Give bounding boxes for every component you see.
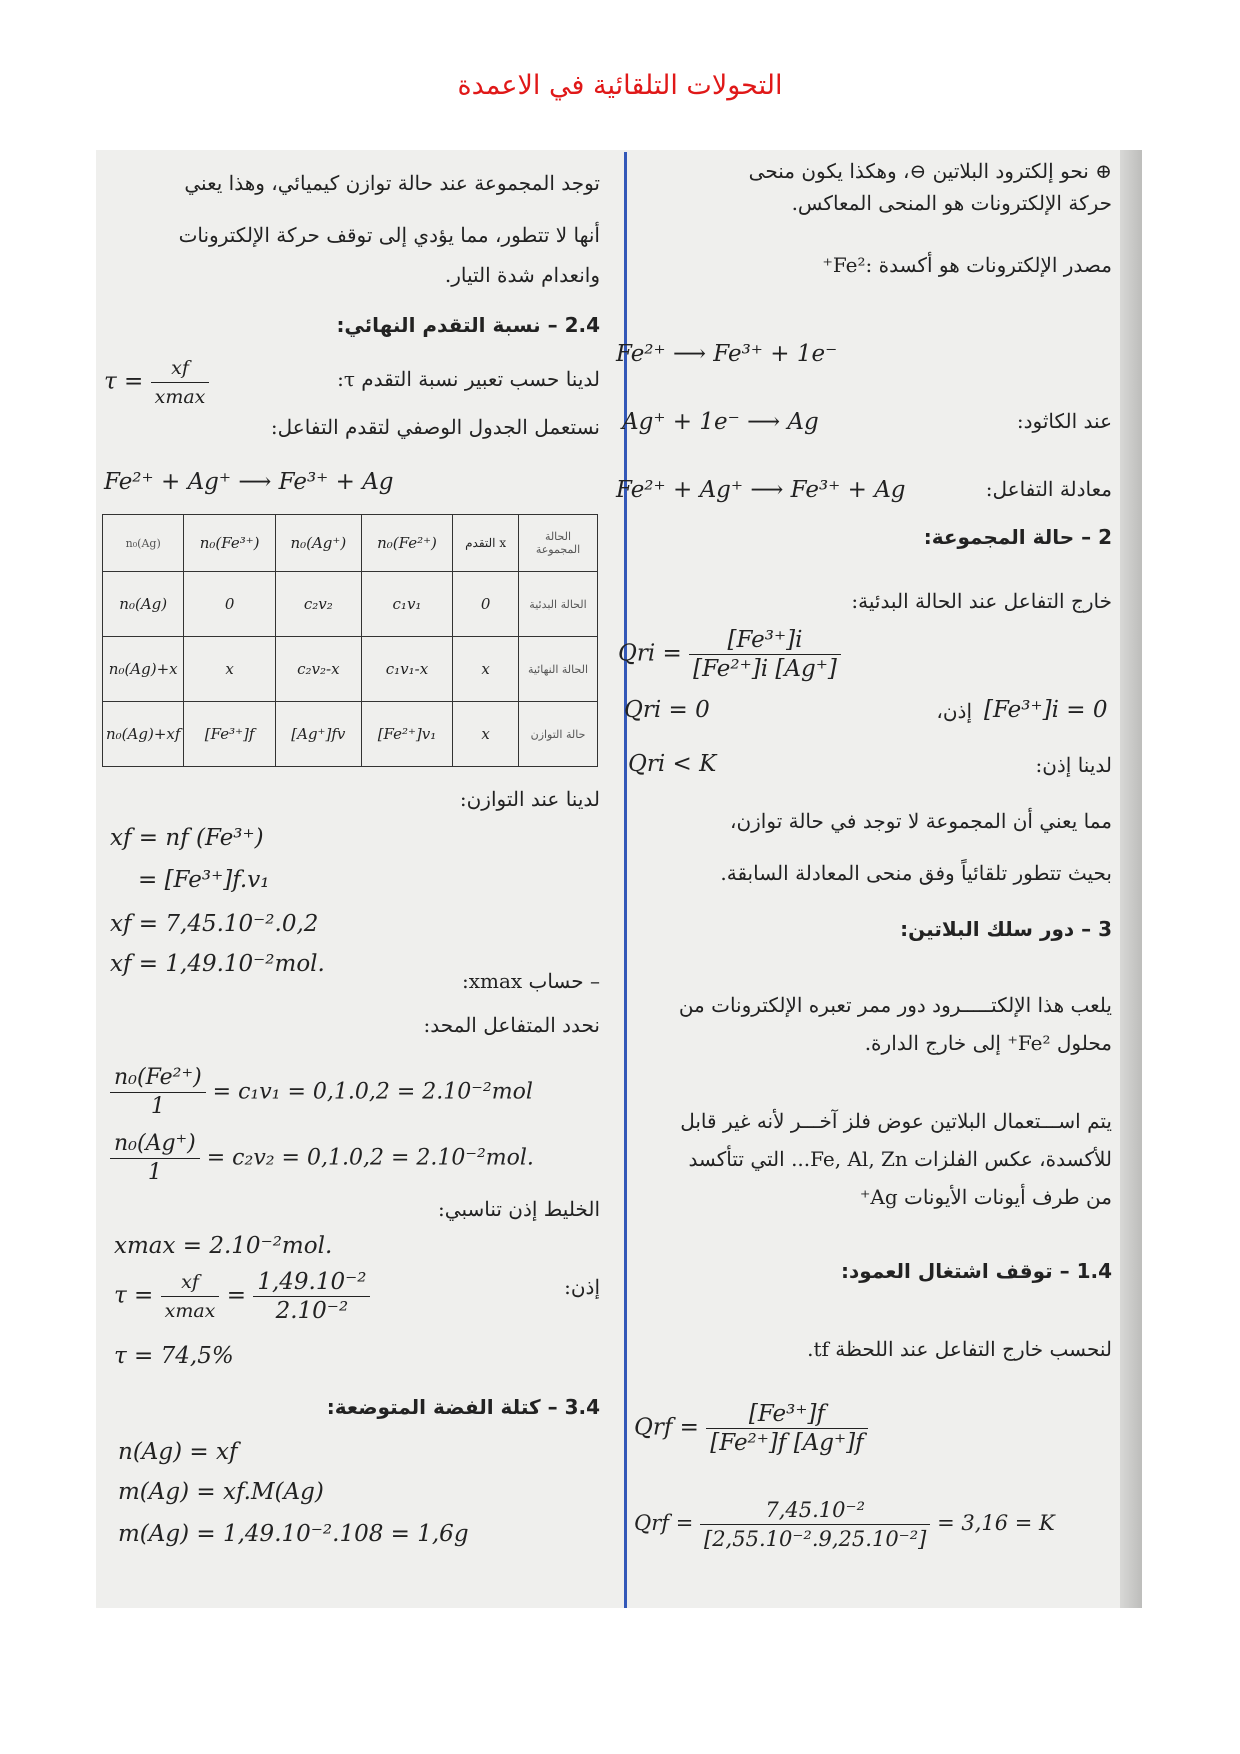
- n-ag-formula: [110, 1130, 534, 1187]
- we-have-label: لدينا إذن:: [1035, 753, 1112, 777]
- fe3-initial-zero: [Fe³⁺]i = 0: [984, 697, 1108, 723]
- right-para-8: لنحسب خارج التفاعل عند اللحظة tf.: [807, 1337, 1112, 1361]
- section-1-4-heading: 1.4 – توقف اشتغال العمود:: [841, 1259, 1112, 1283]
- n-fe2-formula: [110, 1064, 533, 1121]
- qrf2-lhs: Qrf =: [634, 1511, 694, 1535]
- table-cell: n₀(Ag)+xf: [103, 702, 184, 767]
- table-cell: [Fe²⁺]v₁: [361, 702, 452, 767]
- qri-fraction: [689, 626, 841, 683]
- right-para-3: خارج التفاعل عند الحالة البدئية:: [851, 589, 1112, 613]
- section-3-4-heading: 3.4 – كتلة الفضة المتوضعة:: [326, 1395, 600, 1419]
- right-para-6b: محلول Fe²⁺ إلى خارج الدارة.: [864, 1031, 1112, 1055]
- left-para-1b: أنها لا تتطور، مما يؤدي إلى توقف حركة الإلكترونات: [178, 223, 600, 247]
- qri-formula: [618, 626, 841, 683]
- left-para-6: الخليط إذن تناسبي:: [438, 1197, 600, 1221]
- qri-less-than-k: Qri < K: [628, 751, 717, 777]
- qrf-denominator: [Fe²⁺]f [Ag⁺]f: [710, 1430, 864, 1456]
- n-ag-fraction: [110, 1130, 200, 1187]
- tau2-numerator-2: 1,49.10⁻²: [253, 1268, 370, 1297]
- qrf-numerator: [Fe³⁺]f: [706, 1400, 867, 1429]
- tau2-denominator-2: 2.10⁻²: [275, 1298, 349, 1324]
- n-fe2-denominator: 1: [150, 1094, 165, 1119]
- table-cell: x: [453, 702, 519, 767]
- mass-line-3: m(Ag) = 1,49.10⁻².108 = 1,6g: [118, 1521, 469, 1547]
- right-para-5: بحيث تتطور تلقائياً وفق منحى المعادلة السابقة.: [720, 861, 1112, 885]
- table-row: [103, 637, 598, 702]
- table-cell: 0: [453, 572, 519, 637]
- n-ag-numerator: n₀(Ag⁺): [110, 1130, 200, 1159]
- then-label-left: إذن:: [564, 1275, 600, 1299]
- table-cell: x: [184, 637, 275, 702]
- table-cell: c₁v₁: [361, 572, 452, 637]
- table-cell: c₂v₂-x: [275, 637, 361, 702]
- right-para-2: مصدر الإلكترونات هو أكسدة :Fe²⁺: [822, 253, 1112, 277]
- qri-lhs: Qri =: [618, 640, 682, 667]
- table-cell: [Ag⁺]fv: [275, 702, 361, 767]
- qrf-value-formula: [634, 1496, 1055, 1553]
- section-2-heading: 2 – حالة المجموعة:: [923, 525, 1112, 549]
- xf-line-3: xf = 7,45.10⁻².0,2: [110, 911, 319, 937]
- table-header-cell: n₀(Ag⁺): [275, 515, 361, 572]
- right-para-1b: حركة الإلكترونات هو المنحى المعاكس.: [791, 191, 1112, 215]
- tau2-fraction: [161, 1268, 220, 1325]
- cathode-label: عند الكاثود:: [1016, 409, 1112, 433]
- right-para-1: ⊕ نحو إلكترود البلاتين ⊖، وهكذا يكون منحى: [748, 159, 1112, 183]
- left-para-1: توجد المجموعة عند حالة توازن كيميائي، وهذا يعني: [184, 171, 600, 195]
- left-para-2: نستعمل الجدول الوصفي لتقدم التفاعل:: [270, 415, 600, 439]
- table-cell: [Fe³⁺]f: [184, 702, 275, 767]
- n-fe2-numerator: n₀(Fe²⁺): [110, 1064, 206, 1093]
- xf-line-2: = [Fe³⁺]f.v₁: [138, 867, 270, 893]
- scan-edge-shadow: [1120, 150, 1142, 1608]
- tau-formula: [104, 354, 209, 411]
- table-cell: الحالة البدئية: [519, 572, 598, 637]
- tau-numerator: xf: [151, 354, 210, 383]
- table-cell: n₀(Ag)+x: [103, 637, 184, 702]
- right-para-7c: من طرف أيونات الأيونات Ag⁺: [859, 1185, 1112, 1209]
- n-ag-rhs: = c₂v₂ = 0,1.0,2 = 2.10⁻²mol.: [206, 1145, 534, 1171]
- tau2-equals: =: [226, 1282, 246, 1309]
- right-eq-oxidation: Fe²⁺ ⟶ Fe³⁺ + 1e⁻: [616, 341, 838, 367]
- qrf2-rhs: = 3,16 = K: [937, 1511, 1055, 1535]
- n-fe2-fraction: [110, 1064, 206, 1121]
- n-fe2-rhs: = c₁v₁ = 0,1.0,2 = 2.10⁻²mol: [212, 1079, 533, 1105]
- table-cell: حالة التوازن: [519, 702, 598, 767]
- tau-definition-text: لدينا حسب تعبير نسبة التقدم τ:: [337, 367, 600, 391]
- then-label-right: إذن،: [936, 699, 972, 723]
- mass-line-1: n(Ag) = xf: [118, 1439, 238, 1465]
- right-para-7b: للأكسدة، عكس الفلزات Fe, Al, Zn... التي تتأكسد: [688, 1147, 1112, 1171]
- page-title: التحولات التلقائية في الاعمدة: [457, 70, 783, 101]
- table-header-cell: الحالة المجموعة: [519, 515, 598, 572]
- table-cell: x: [453, 637, 519, 702]
- qrf-lhs: Qrf =: [634, 1414, 699, 1441]
- column-divider: [624, 152, 627, 1608]
- qrf-formula: [634, 1400, 868, 1457]
- tau2-numerator: xf: [161, 1268, 220, 1297]
- left-para-1c: وانعدام شدة التيار.: [444, 263, 600, 287]
- qri-numerator: [Fe³⁺]i: [689, 626, 841, 655]
- qrf2-numerator: 7,45.10⁻²: [700, 1496, 930, 1525]
- xf-line-1: xf = nf (Fe³⁺): [110, 825, 264, 851]
- table-header-cell: n₀(Ag): [103, 515, 184, 572]
- tau2-fraction-2: [253, 1268, 370, 1325]
- left-reaction-eq: Fe²⁺ + Ag⁺ ⟶ Fe³⁺ + Ag: [104, 469, 394, 495]
- tau-result: τ = 74,5%: [114, 1343, 234, 1369]
- qrf2-fraction: [700, 1496, 930, 1553]
- section-2-4-heading: 2.4 – نسبة التقدم النهائي:: [336, 313, 600, 337]
- right-para-4: مما يعني أن المجموعة لا توجد في حالة توازن،: [730, 809, 1112, 833]
- tau2-denominator: xmax: [164, 1300, 216, 1322]
- reaction-label: معادلة التفاعل:: [985, 477, 1112, 501]
- tau-value-formula: [114, 1268, 370, 1325]
- table-cell: 0: [184, 572, 275, 637]
- tau-lhs: τ =: [104, 368, 144, 395]
- table-header-cell: n₀(Fe²⁺): [361, 515, 452, 572]
- table-cell: الحالة النهائية: [519, 637, 598, 702]
- table-header-cell: n₀(Fe³⁺): [184, 515, 275, 572]
- qri-zero: Qri = 0: [624, 697, 710, 723]
- right-para-6: يلعب هذا الإلكتـــــرود دور ممر تعبره الإلكترونات من: [678, 993, 1112, 1017]
- right-eq-reduction: Ag⁺ + 1e⁻ ⟶ Ag: [622, 409, 819, 435]
- tau2-lhs: τ =: [114, 1282, 154, 1309]
- table-header-cell: التقدم x: [453, 515, 519, 572]
- table-cell: c₂v₂: [275, 572, 361, 637]
- left-para-5: نحدد المتفاعل المحد:: [423, 1013, 600, 1037]
- n-ag-denominator: 1: [147, 1160, 162, 1185]
- table-row: [103, 702, 598, 767]
- table-cell: c₁v₁-x: [361, 637, 452, 702]
- right-eq-overall: Fe²⁺ + Ag⁺ ⟶ Fe³⁺ + Ag: [616, 477, 906, 503]
- xmax-line: xmax = 2.10⁻²mol.: [114, 1233, 333, 1259]
- qrf-fraction: [706, 1400, 867, 1457]
- tau-denominator: xmax: [154, 386, 206, 408]
- progress-table: [102, 514, 598, 767]
- table-header-row: [103, 515, 598, 572]
- section-3-heading: 3 – دور سلك البلاتين:: [900, 917, 1112, 941]
- qri-denominator: [Fe²⁺]i [Ag⁺]: [693, 656, 837, 682]
- right-para-7: يتم اســـتعمال البلاتين عوض فلز آخـــر لأنه غير قابل: [680, 1109, 1112, 1133]
- table-row: [103, 572, 598, 637]
- qrf2-denominator: [2,55.10⁻².9,25.10⁻²]: [704, 1527, 927, 1551]
- left-para-3: لدينا عند التوازن:: [459, 787, 600, 811]
- xf-line-4: xf = 1,49.10⁻²mol.: [110, 951, 325, 977]
- table-cell: n₀(Ag): [103, 572, 184, 637]
- left-para-4: – حساب xmax:: [461, 969, 600, 993]
- tau-fraction: [151, 354, 210, 411]
- mass-line-2: m(Ag) = xf.M(Ag): [118, 1479, 324, 1505]
